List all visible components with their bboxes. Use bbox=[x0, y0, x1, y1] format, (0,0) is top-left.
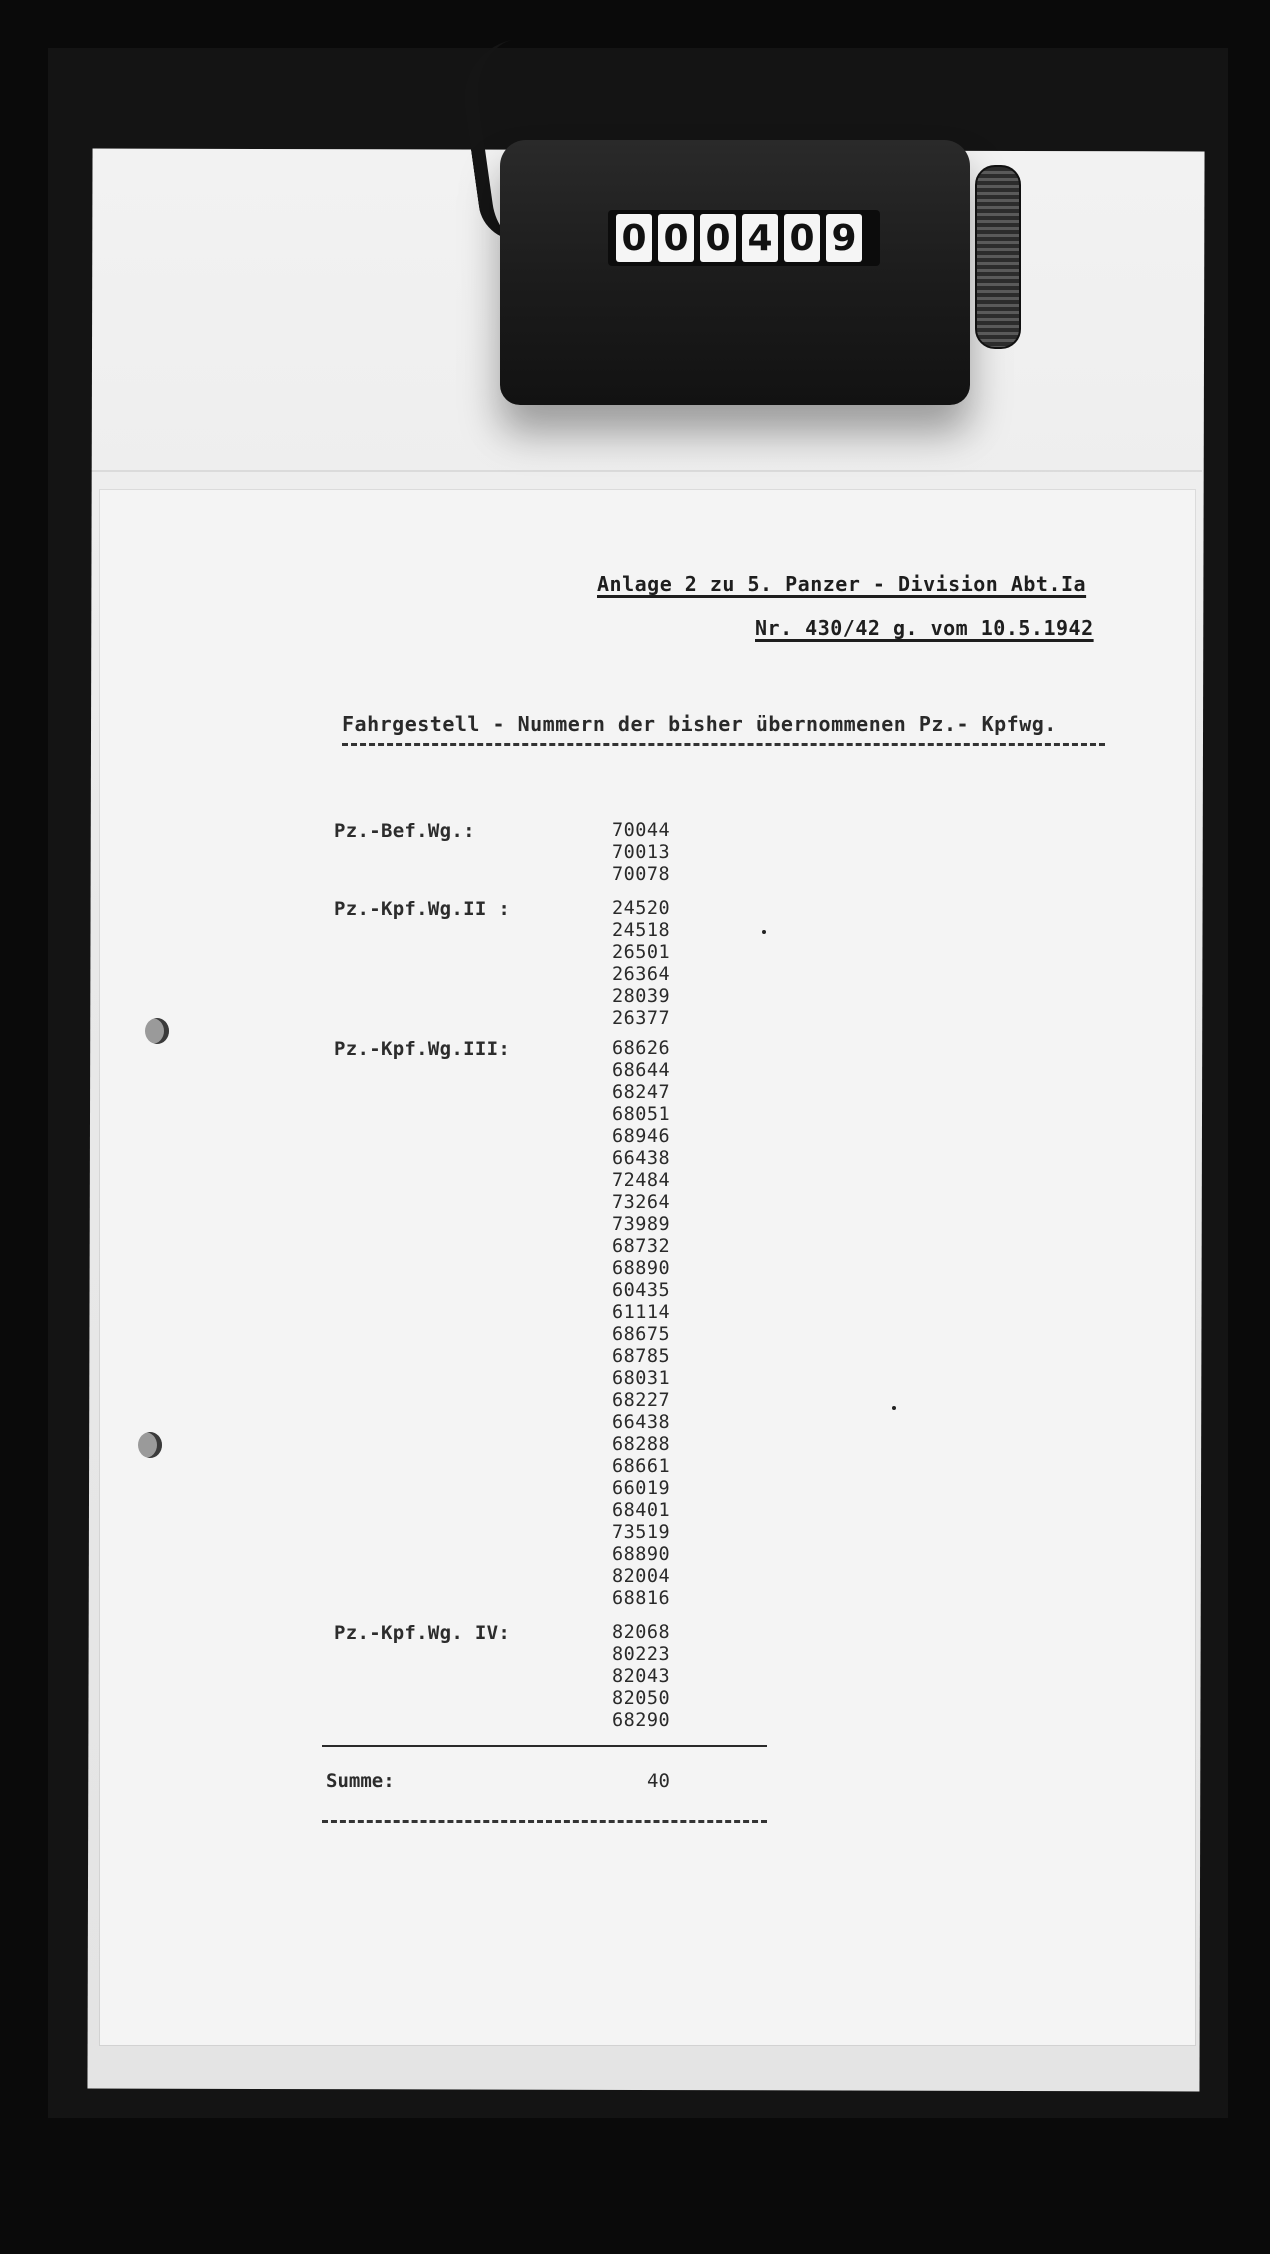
chassis-number: 68031 bbox=[612, 1368, 671, 1389]
chassis-number: 72484 bbox=[612, 1170, 671, 1191]
chassis-number: 68732 bbox=[612, 1236, 671, 1257]
group-numbers bbox=[612, 1622, 670, 1732]
chassis-number: 26377 bbox=[612, 1008, 671, 1029]
chassis-number: 68644 bbox=[612, 1060, 671, 1081]
chassis-number: 68890 bbox=[612, 1544, 671, 1565]
group-numbers bbox=[612, 898, 670, 1030]
counter-digit: 0 bbox=[700, 214, 736, 262]
punch-hole bbox=[145, 1018, 169, 1044]
sum-value: 40 bbox=[647, 1770, 670, 1792]
chassis-number: 82068 bbox=[612, 1622, 671, 1643]
title-underline bbox=[342, 743, 1105, 750]
document-title: Fahrgestell - Nummern der bisher übernommenen Pz.- Kpfwg. bbox=[342, 712, 1057, 736]
chassis-number: 66438 bbox=[612, 1148, 671, 1169]
chassis-number: 73989 bbox=[612, 1214, 671, 1235]
header-line-1: Anlage 2 zu 5. Panzer - Division Abt.Ia bbox=[597, 572, 1087, 596]
group-label: Pz.-Bef.Wg.: bbox=[334, 820, 475, 842]
chassis-number: 68816 bbox=[612, 1588, 671, 1609]
chassis-number: 24518 bbox=[612, 920, 671, 941]
ink-speck bbox=[762, 930, 766, 934]
punch-hole bbox=[138, 1432, 162, 1458]
document-sheet bbox=[100, 490, 1195, 2045]
sum-label: Summe: bbox=[326, 1770, 395, 1792]
chassis-number: 68890 bbox=[612, 1258, 671, 1279]
counter-window bbox=[608, 210, 880, 266]
counter-digit: 0 bbox=[616, 214, 652, 262]
counter-knob bbox=[975, 165, 1021, 349]
header-line-2: Nr. 430/42 g. vom 10.5.1942 bbox=[755, 616, 1094, 640]
chassis-number: 26501 bbox=[612, 942, 671, 963]
counter-digit: 4 bbox=[742, 214, 778, 262]
counter-digit: 0 bbox=[658, 214, 694, 262]
ink-speck bbox=[892, 1406, 896, 1410]
chassis-number: 66438 bbox=[612, 1412, 671, 1433]
group-numbers bbox=[612, 820, 670, 886]
counter-digit: 9 bbox=[826, 214, 862, 262]
sum-double-rule bbox=[322, 1820, 767, 1827]
chassis-number: 68227 bbox=[612, 1390, 671, 1411]
chassis-number: 70013 bbox=[612, 842, 671, 863]
chassis-number: 68401 bbox=[612, 1500, 671, 1521]
group-label: Pz.-Kpf.Wg.II : bbox=[334, 898, 511, 920]
chassis-number: 73519 bbox=[612, 1522, 671, 1543]
group-numbers bbox=[612, 1038, 670, 1610]
counter-digit: 0 bbox=[784, 214, 820, 262]
chassis-number: 61114 bbox=[612, 1302, 671, 1323]
chassis-number: 68051 bbox=[612, 1104, 671, 1125]
chassis-number: 70044 bbox=[612, 820, 671, 841]
chassis-number: 68675 bbox=[612, 1324, 671, 1345]
sum-rule bbox=[322, 1745, 767, 1747]
chassis-number: 82004 bbox=[612, 1566, 671, 1587]
chassis-number: 28039 bbox=[612, 986, 671, 1007]
chassis-number: 70078 bbox=[612, 864, 671, 885]
chassis-number: 68661 bbox=[612, 1456, 671, 1477]
group-label: Pz.-Kpf.Wg. IV: bbox=[334, 1622, 511, 1644]
chassis-number: 24520 bbox=[612, 898, 671, 919]
chassis-number: 68290 bbox=[612, 1710, 671, 1731]
chassis-number: 68785 bbox=[612, 1346, 671, 1367]
chassis-number: 73264 bbox=[612, 1192, 671, 1213]
chassis-number: 82050 bbox=[612, 1688, 671, 1709]
chassis-number: 68626 bbox=[612, 1038, 671, 1059]
frame-counter-device bbox=[500, 140, 970, 405]
chassis-number: 68247 bbox=[612, 1082, 671, 1103]
group-label: Pz.-Kpf.Wg.III: bbox=[334, 1038, 511, 1060]
fold-line bbox=[90, 470, 1202, 472]
chassis-number: 60435 bbox=[612, 1280, 671, 1301]
chassis-number: 68946 bbox=[612, 1126, 671, 1147]
chassis-number: 68288 bbox=[612, 1434, 671, 1455]
chassis-number: 80223 bbox=[612, 1644, 671, 1665]
chassis-number: 82043 bbox=[612, 1666, 671, 1687]
chassis-number: 26364 bbox=[612, 964, 671, 985]
chassis-number: 66019 bbox=[612, 1478, 671, 1499]
